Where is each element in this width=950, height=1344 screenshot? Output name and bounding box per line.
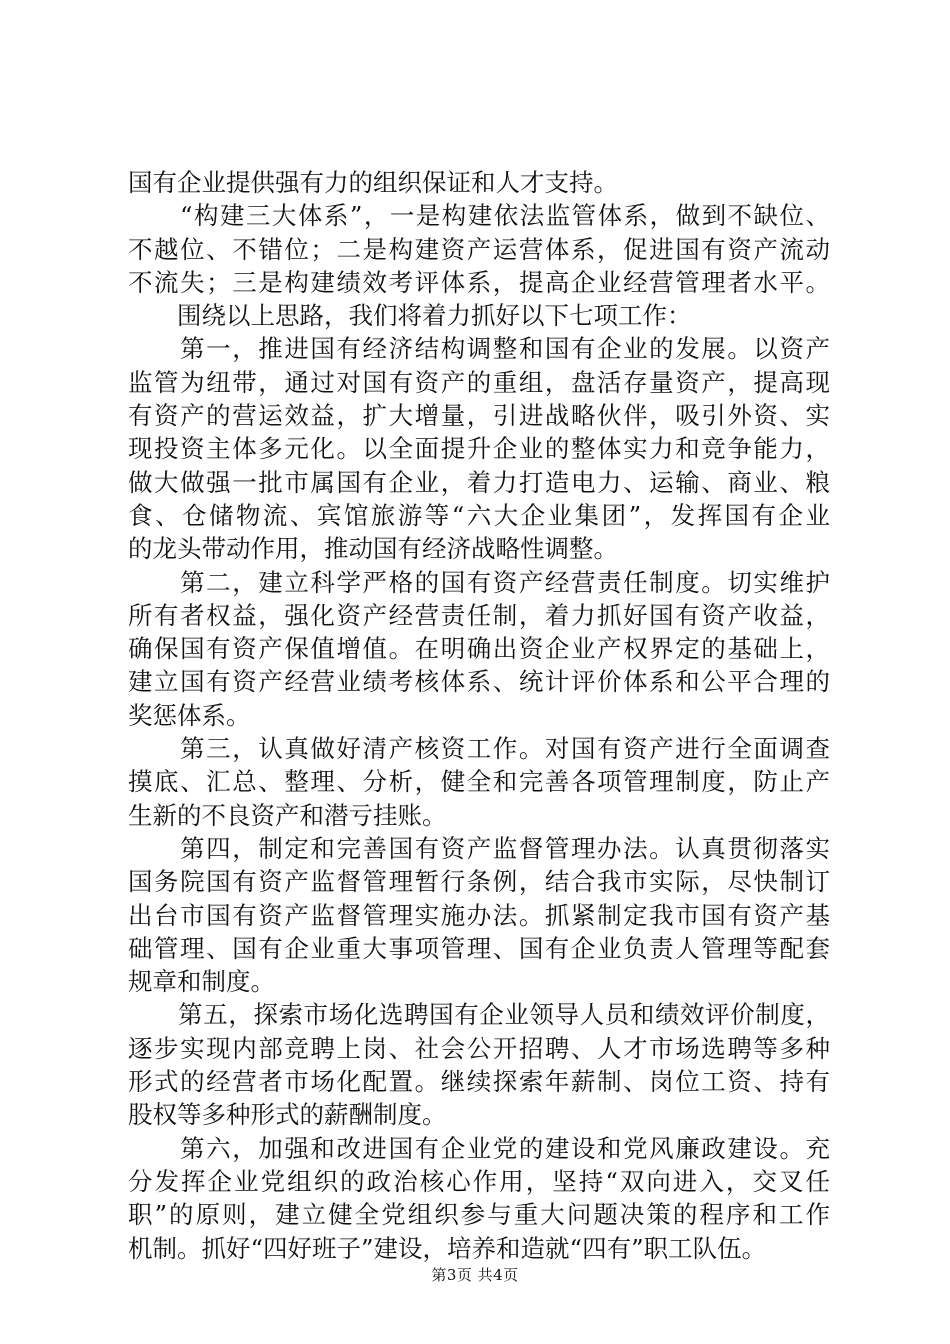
body-text xyxy=(128,166,830,1265)
text-line: 所有者权益，强化资产经营责任制，着力抓好国有资产收益， xyxy=(128,600,830,630)
text-line: 不流失；三是构建绩效考评体系，提高企业经营管理者水平。 xyxy=(128,267,830,297)
text-line: 出台市国有资产监督管理实施办法。抓紧制定我市国有资产基 xyxy=(128,900,830,930)
text-line: 确保国有资产保值增值。在明确出资企业产权界定的基础上， xyxy=(128,634,830,664)
text-line: 机制。抓好“四好班子”建设，培养和造就“四有”职工队伍。 xyxy=(128,1233,767,1263)
text-line: 国有企业提供强有力的组织保证和人才支持。 xyxy=(128,168,618,197)
text-line: 奖惩体系。 xyxy=(128,700,251,730)
text-line: 础管理、国有企业重大事项管理、国有企业负责人管理等配套 xyxy=(128,933,830,963)
text-line: 第三，认真做好清产核资工作。对国有资产进行全面调查 xyxy=(128,734,830,764)
text-line: 摸底、汇总、整理、分析，健全和完善各项管理制度，防止产 xyxy=(128,767,830,797)
text-line: 食、仓储物流、宾馆旅游等“六大企业集团”，发挥国有企业 xyxy=(128,500,830,530)
text-line: 监管为纽带，通过对国有资产的重组，盘活存量资产，提高现 xyxy=(128,367,830,397)
text-line: 围绕以上思路，我们将着力抓好以下七项工作： xyxy=(128,301,692,331)
text-line: “构建三大体系”，一是构建依法监管体系，做到不缺位、 xyxy=(128,201,830,231)
text-line: 国务院国有资产监督管理暂行条例，结合我市实际，尽快制订 xyxy=(128,867,830,897)
text-line: 不越位、不错位；二是构建资产运营体系，促进国有资产流动 xyxy=(128,234,830,264)
text-line: 的龙头带动作用，推动国有经济战略性调整。 xyxy=(128,534,618,564)
text-line: 建立国有资产经营业绩考核体系、统计评价体系和公平合理的 xyxy=(128,667,830,697)
text-line: 做大做强一批市属国有企业，着力打造电力、运输、商业、粮 xyxy=(128,467,830,497)
text-line: 第二，建立科学严格的国有资产经营责任制度。切实维护 xyxy=(128,567,830,597)
text-line: 第四，制定和完善国有资产监督管理办法。认真贯彻落实 xyxy=(128,833,830,863)
text-line: 职”的原则，建立健全党组织参与重大问题决策的程序和工作 xyxy=(128,1200,830,1230)
page-number-footer: 第3页 共4页 xyxy=(431,1266,519,1284)
text-line: 现投资主体多元化。以全面提升企业的整体实力和竞争能力， xyxy=(128,434,830,464)
text-line: 形式的经营者市场化配置。继续探索年薪制、岗位工资、持有 xyxy=(128,1067,830,1097)
text-line: 分发挥企业党组织的政治核心作用，坚持“双向进入，交叉任 xyxy=(128,1166,830,1196)
text-line: 规章和制度。 xyxy=(128,967,275,997)
text-line: 第一，推进国有经济结构调整和国有企业的发展。以资产 xyxy=(128,334,830,364)
text-line: 有资产的营运效益，扩大增量，引进战略伙伴，吸引外资、实 xyxy=(128,401,830,431)
text-line: 第五，探索市场化选聘国有企业领导人员和绩效评价制度， xyxy=(128,1000,830,1030)
text-line: 第六，加强和改进国有企业党的建设和党风廉政建设。充 xyxy=(128,1133,830,1163)
text-line: 生新的不良资产和潜亏挂账。 xyxy=(128,800,447,830)
text-line: 股权等多种形式的薪酬制度。 xyxy=(128,1100,447,1130)
text-line: 逐步实现内部竞聘上岗、社会公开招聘、人才市场选聘等多种 xyxy=(128,1033,830,1063)
